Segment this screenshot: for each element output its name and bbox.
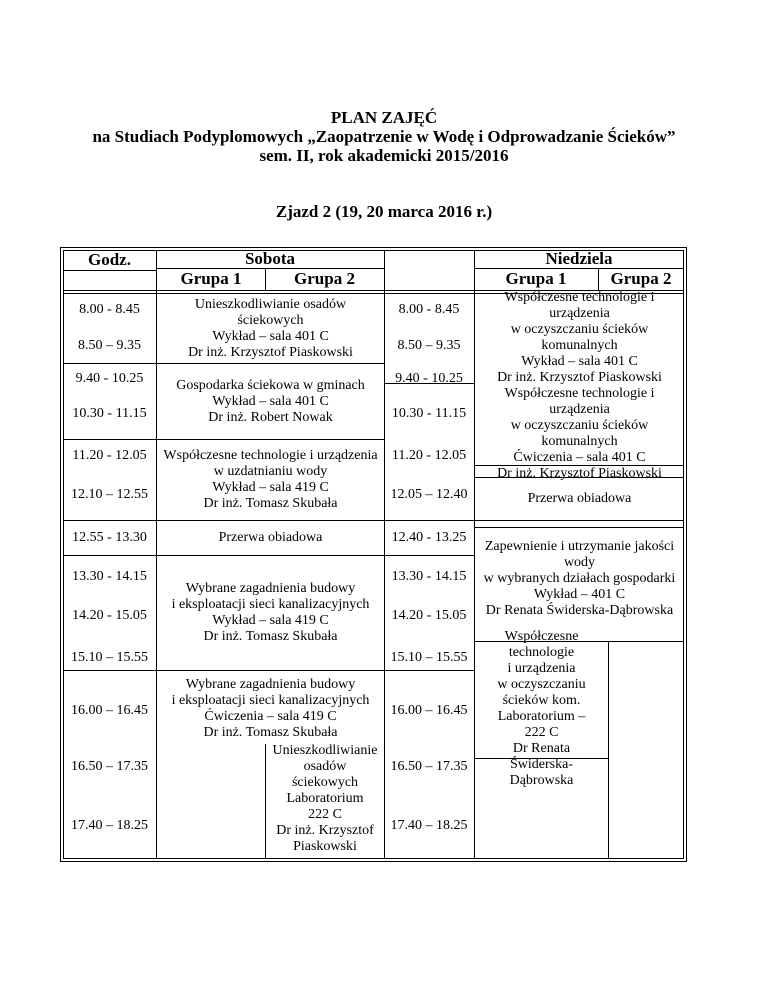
zjazd-line: Zjazd 2 (19, 20 marca 2016 r.) [275, 202, 493, 221]
sat-time-slot: 11.20 - 12.05 [72, 448, 147, 463]
sat-time-slot: 16.50 – 17.35 [71, 759, 148, 774]
sat-time-slot: 9.40 - 10.25 [75, 371, 144, 386]
sun-time-slot: 8.50 – 9.35 [397, 338, 461, 353]
sat-time-slot: 10.30 - 11.15 [72, 406, 147, 421]
sun-course-cell: Współczesne technologie i urządzenia w oczyszczaniu ścieków komunalnych Ćwiczenia – sala 401 C Dr inż. Krzysztof Piaskowski [497, 386, 662, 481]
sun-time-slot: 10.30 - 11.15 [391, 406, 467, 421]
sat-time-slot: 17.40 – 18.25 [71, 818, 148, 833]
page-subtitle: na Studiach Podyplomowych „Zaopatrzenie w Wodę i Odprowadzanie Ścieków” [92, 127, 676, 146]
semester-line: sem. II, rok akademicki 2015/2016 [259, 146, 509, 165]
sat-lab-cell: Unieszkodliwianie osadów ściekowych Laboratorium 222 C Dr inż. Krzysztof Piaskowski [272, 742, 378, 854]
sun-time-slot: 17.40 – 18.25 [390, 818, 468, 833]
sun-time-slot: 16.00 – 16.45 [390, 703, 468, 718]
sun-time-slot: 14.20 - 15.05 [391, 608, 467, 623]
sat-time-slot: 14.20 - 15.05 [72, 608, 147, 623]
sat-course-cell: Wybrane zagadnienia budowy i eksploatacji sieci kanalizacyjnych Wykład – sala 419 C Dr inż. Tomasz Skubała [171, 581, 370, 644]
sat-course-cell: Wybrane zagadnienia budowy i eksploatacji sieci kanalizacyjnych Ćwiczenia – sala 419 C Dr inż. Tomasz Skubała [171, 677, 370, 740]
sat-time-slot: 13.30 - 14.15 [72, 569, 147, 584]
sun-time-slot: 11.20 - 12.05 [391, 448, 467, 463]
sat-time-slot: 16.00 – 16.45 [71, 703, 148, 718]
sun-lab-cell: Współczesne technologie i urządzenia w oczyszczaniu ścieków kom. Laboratorium – 222 C Dr Renata Świderska- Dąbrowska [497, 629, 586, 788]
sat-time-slot: 12.10 – 12.55 [71, 487, 148, 502]
sun-time-slot: 16.50 – 17.35 [390, 759, 468, 774]
sat-time-slot: 12.55 - 13.30 [72, 530, 147, 545]
sat-break-cell: Przerwa obiadowa [218, 530, 323, 545]
sun-break-cell: Przerwa obiadowa [527, 491, 632, 506]
sat-course-cell: Unieszkodliwianie osadów ściekowych Wykład – sala 401 C Dr inż. Krzysztof Piaskowski [188, 296, 353, 360]
sun-time-slot: 8.00 - 8.45 [398, 302, 460, 317]
sat-time-slot: 15.10 – 15.55 [71, 650, 148, 665]
sun-course-cell: Współczesne technologie i urządzenia w oczyszczaniu ścieków komunalnych Wykład – sala 401 C Dr inż. Krzysztof Piaskowski [497, 290, 662, 385]
sun-time-slot: 13.30 - 14.15 [391, 569, 467, 584]
header-sobota: Sobota [244, 249, 296, 268]
header-niedziela-grupa1: Grupa 1 [505, 269, 567, 288]
sat-time-slot: 8.50 – 9.35 [78, 338, 141, 353]
sun-time-slot: 15.10 – 15.55 [390, 650, 468, 665]
header-godz: Godz. [88, 250, 131, 269]
sat-course-cell: Współczesne technologie i urządzenia w uzdatnianiu wody Wykład – sala 419 C Dr inż. Tomasz Skubała [163, 448, 378, 511]
header-niedziela: Niedziela [545, 249, 613, 268]
sun-time-slot: 9.40 - 10.25 [395, 371, 463, 386]
sun-time-slot: 12.05 – 12.40 [390, 487, 468, 502]
sun-time-slot: 12.40 - 13.25 [391, 530, 467, 545]
sat-course-cell: Gospodarka ściekowa w gminach Wykład – sala 401 C Dr inż. Robert Nowak [176, 377, 365, 425]
page-title: PLAN ZAJĘĆ [330, 108, 438, 127]
header-sobota-grupa2: Grupa 2 [294, 269, 355, 288]
sun-course-cell: Zapewnienie i utrzymanie jakości wody w wybranych działach gospodarki Wykład – 401 C Dr Renata Świderska-Dąbrowska [483, 539, 676, 618]
header-sobota-grupa1: Grupa 1 [180, 269, 242, 288]
header-niedziela-grupa2: Grupa 2 [610, 269, 672, 288]
sat-time-slot: 8.00 - 8.45 [79, 302, 140, 317]
